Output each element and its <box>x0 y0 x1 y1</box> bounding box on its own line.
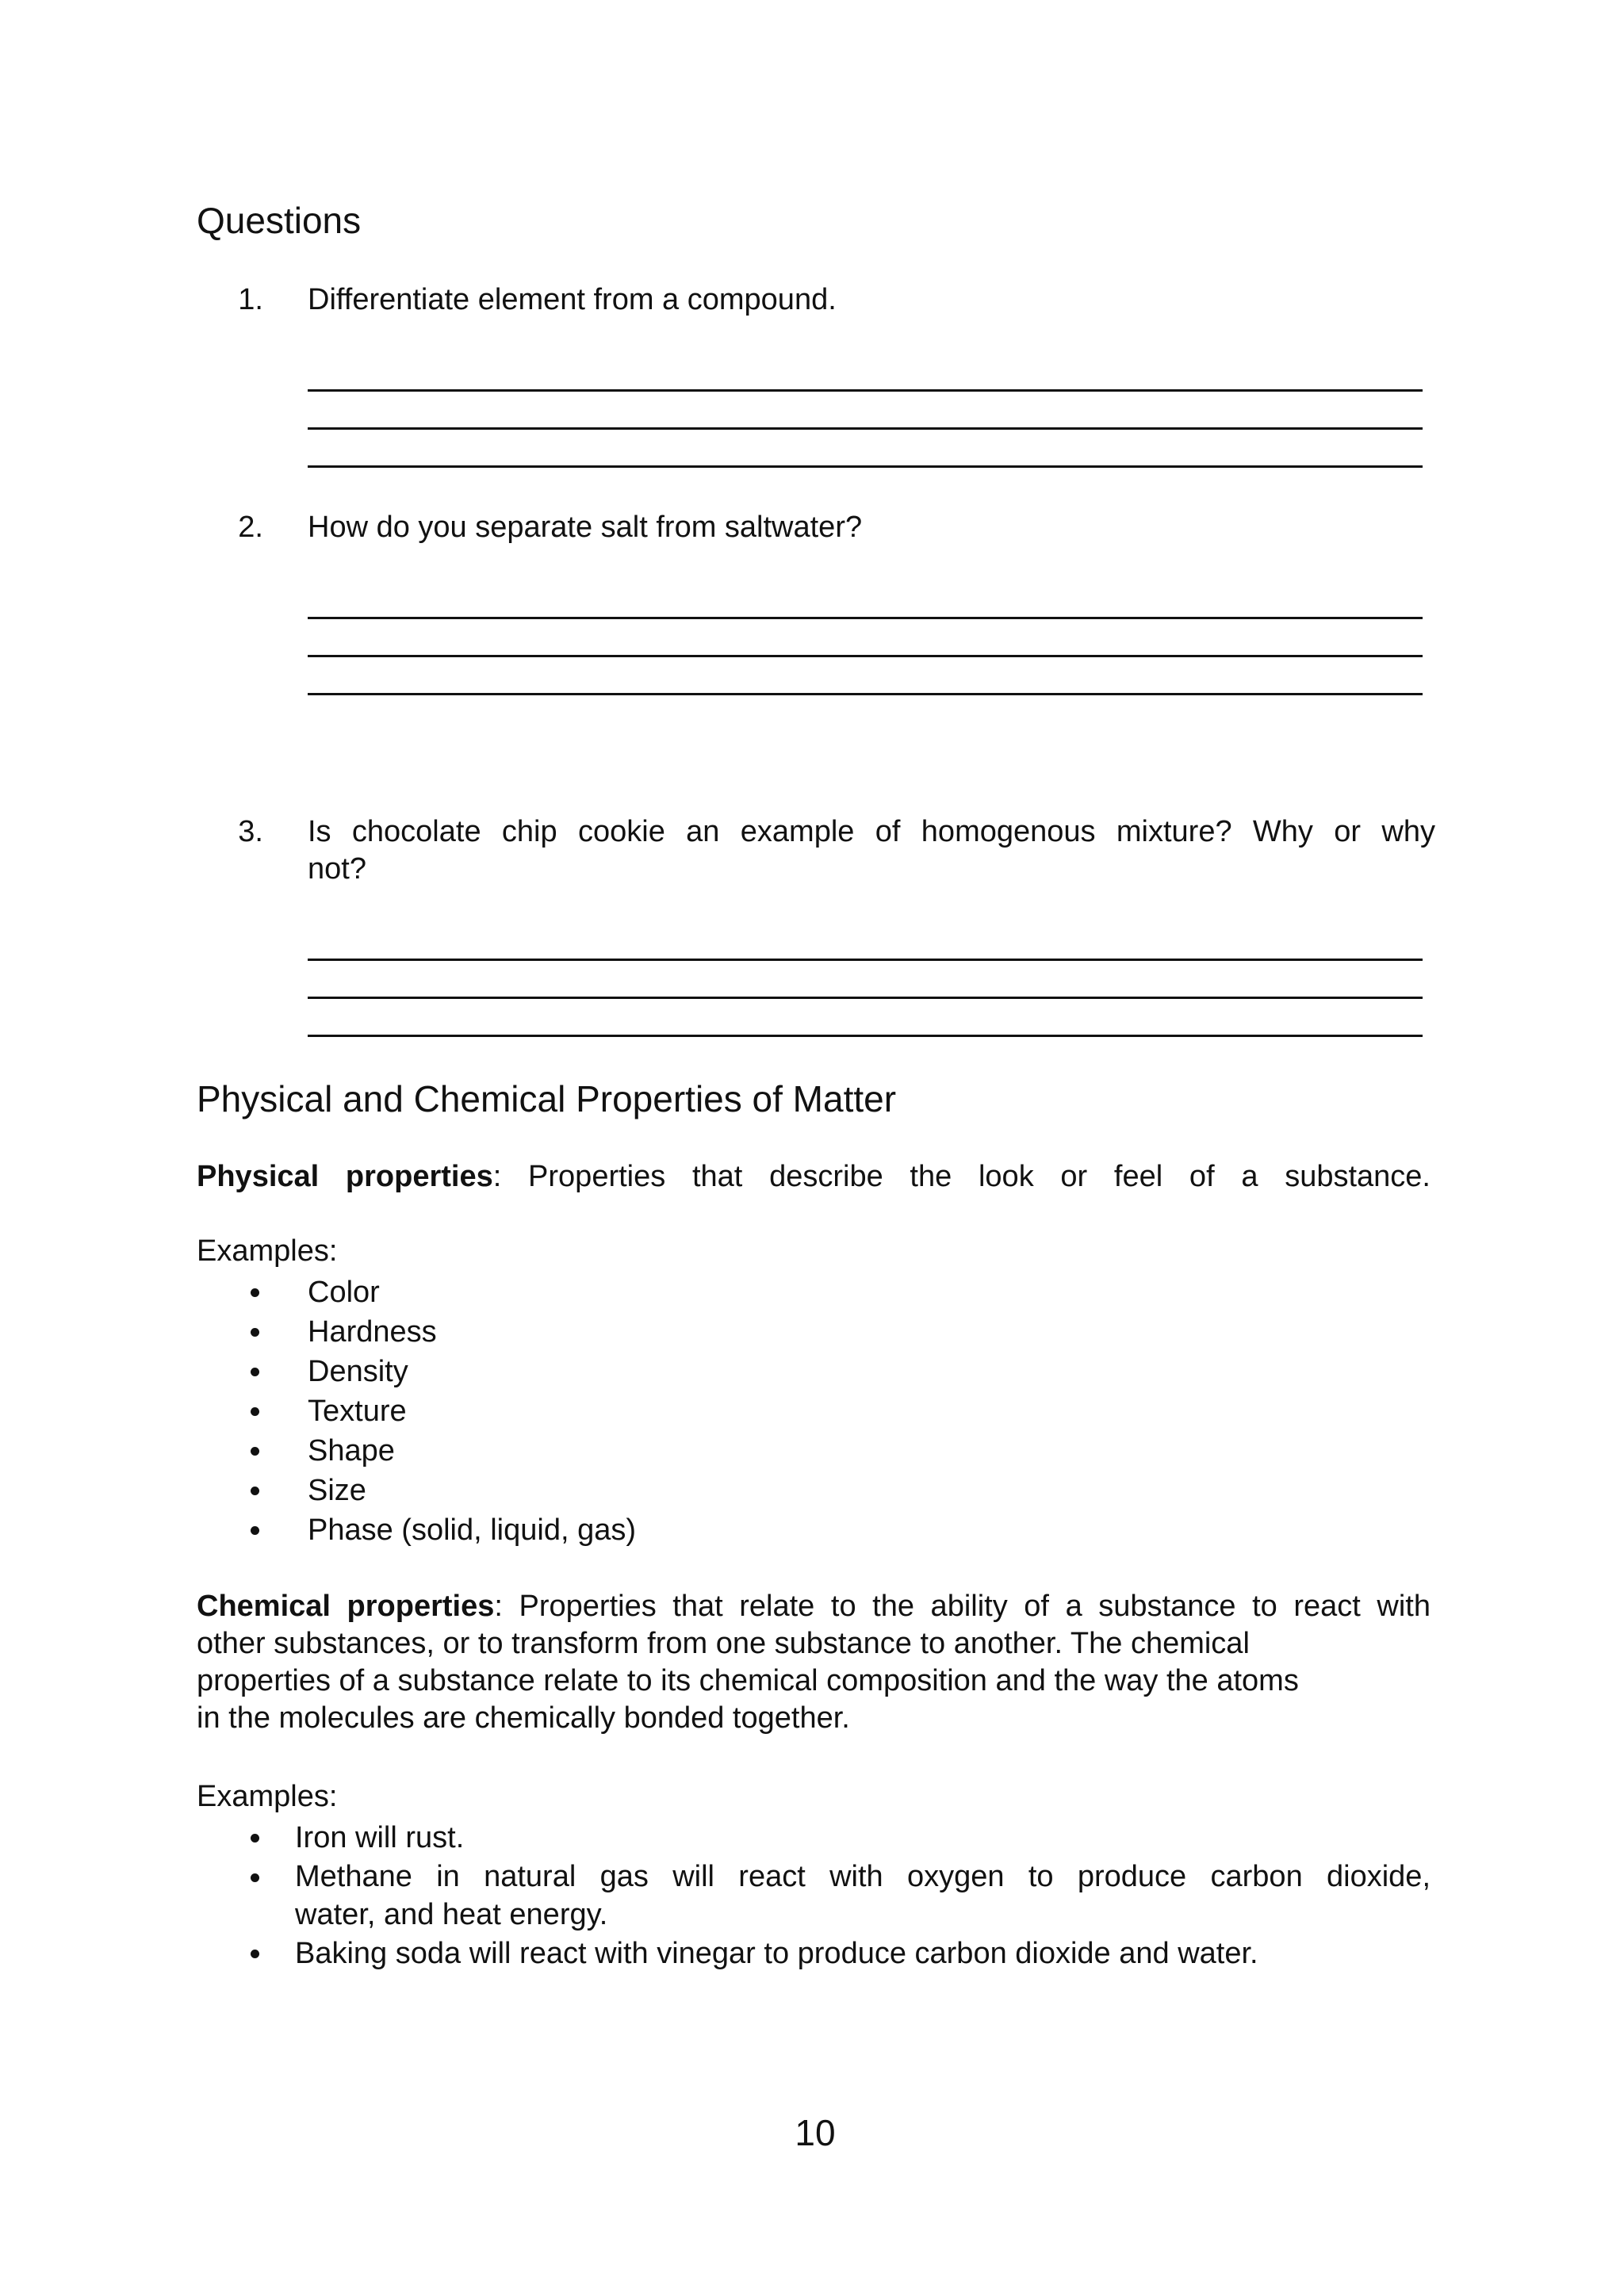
bullet-icon <box>251 1368 259 1376</box>
list-item <box>247 1858 1431 1934</box>
properties-heading: Physical and Chemical Properties of Matter <box>197 1078 897 1119</box>
chemical-definition-line-4: in the molecules are chemically bonded together. <box>197 1701 850 1735</box>
question-2-number: 2. <box>238 511 263 544</box>
question-2-answer-line-3[interactable] <box>308 693 1423 695</box>
bullet-icon <box>251 1288 259 1297</box>
chemical-definition-line-2: other substances, or to transform from one substance to another. The chemical <box>197 1627 1250 1660</box>
bullet-icon <box>251 1950 259 1958</box>
question-2-answer-line-2[interactable] <box>308 655 1423 657</box>
list-item-text: Phase (solid, liquid, gas) <box>308 1513 636 1547</box>
question-1-answer-line-2[interactable] <box>308 427 1423 430</box>
bullet-icon <box>251 1407 259 1416</box>
bullet-icon <box>251 1873 259 1882</box>
question-1-number: 1. <box>238 283 263 316</box>
page-number: 10 <box>795 2112 836 2153</box>
chemical-properties-term: Chemical properties <box>197 1590 495 1623</box>
list-item-text: Density <box>308 1355 408 1388</box>
chemical-examples-label: Examples: <box>197 1780 338 1813</box>
list-item-text-line-2: water, and heat energy. <box>295 1898 608 1931</box>
list-item-text: Shape <box>308 1434 395 1468</box>
list-item <box>247 1818 1431 1858</box>
question-3-text-line-1: Is chocolate chip cookie an example of homogenous mixture? Why or why <box>308 815 1435 848</box>
bullet-icon <box>251 1526 259 1535</box>
question-3-answer-line-3[interactable] <box>308 1035 1423 1037</box>
list-item-text-line-1: Methane in natural gas will react with oxygen to produce carbon dioxide, <box>295 1860 1431 1893</box>
questions-heading: Questions <box>197 200 362 241</box>
question-3-answer-line-1[interactable] <box>308 959 1423 961</box>
list-item <box>247 1431 636 1471</box>
list-item-text: Texture <box>308 1395 407 1428</box>
physical-examples-list <box>247 1272 636 1550</box>
list-item-text: Iron will rust. <box>295 1821 465 1854</box>
chemical-properties-definition <box>197 1588 1431 1737</box>
question-3-number: 3. <box>238 815 263 848</box>
list-item <box>247 1312 636 1352</box>
list-item <box>247 1272 636 1312</box>
chemical-definition-line-3: properties of a substance relate to its chemical composition and the way the atoms <box>197 1664 1299 1697</box>
bullet-icon <box>251 1328 259 1337</box>
list-item <box>247 1934 1431 1973</box>
bullet-icon <box>251 1447 259 1456</box>
list-item-text: Baking soda will react with vinegar to produce carbon dioxide and water. <box>295 1937 1258 1970</box>
question-1-text: Differentiate element from a compound. <box>308 283 837 316</box>
list-item <box>247 1471 636 1510</box>
bullet-icon <box>251 1834 259 1843</box>
bullet-icon <box>251 1487 259 1495</box>
question-2-text: How do you separate salt from saltwater? <box>308 511 863 544</box>
question-1-answer-line-1[interactable] <box>308 389 1423 392</box>
list-item <box>247 1352 636 1391</box>
question-2-answer-line-1[interactable] <box>308 617 1423 619</box>
chemical-definition-line-1 <box>197 1588 1431 1625</box>
chemical-examples-list <box>247 1818 1431 1973</box>
list-item-text: Size <box>308 1474 366 1507</box>
list-item <box>247 1510 636 1550</box>
question-3-answer-line-2[interactable] <box>308 997 1423 999</box>
list-item-text: Hardness <box>308 1315 437 1349</box>
chemical-definition-text-1: : Properties that relate to the ability of a substance to react with <box>494 1590 1431 1623</box>
physical-examples-label: Examples: <box>197 1234 338 1268</box>
question-3-text-line-2: not? <box>308 852 366 886</box>
physical-properties-term: Physical properties <box>197 1160 493 1193</box>
list-item-text: Color <box>308 1276 380 1309</box>
list-item <box>247 1391 636 1431</box>
physical-properties-definition <box>197 1158 1431 1196</box>
physical-properties-text: : Properties that describe the look or feel of a substance. <box>492 1160 1431 1193</box>
question-1-answer-line-3[interactable] <box>308 465 1423 468</box>
